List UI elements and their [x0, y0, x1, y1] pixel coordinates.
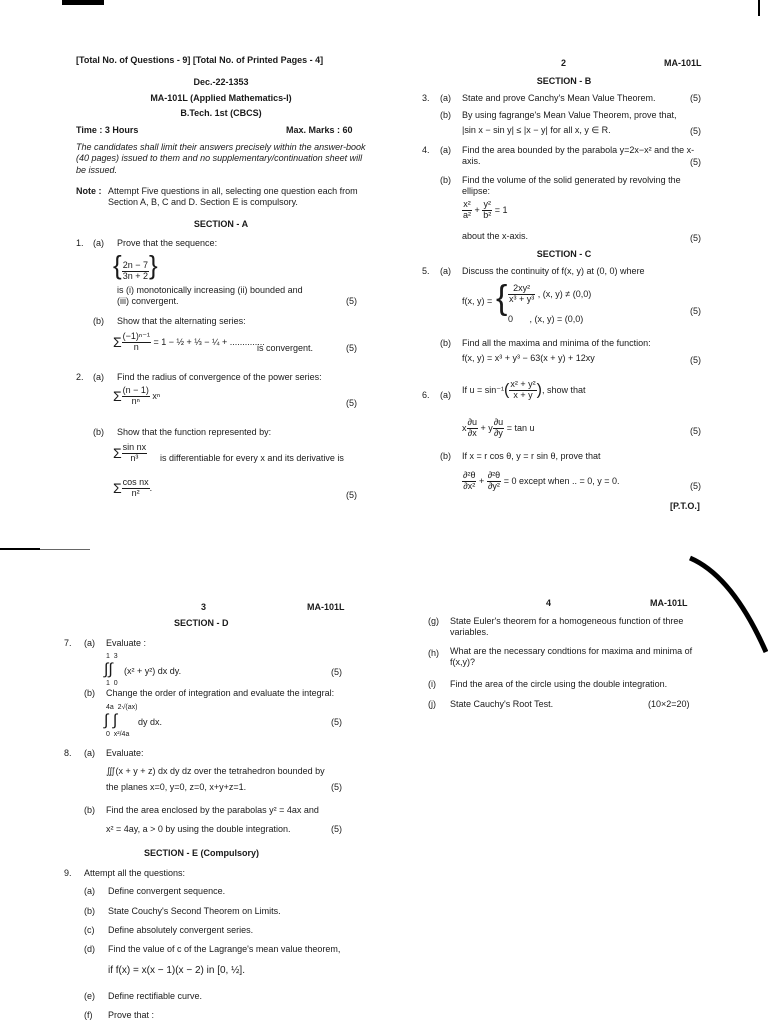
- q9-item-text: State Cauchy's Root Test.: [450, 699, 554, 709]
- q5a-brace: {: [496, 279, 508, 317]
- q9-item-label: (b): [84, 906, 95, 916]
- note-text: Attempt Five questions in all, selecting one question each from Section A, B, C and D. Section E is compulsory.: [108, 186, 358, 208]
- q1b-marks: (5): [346, 343, 357, 353]
- q7a-integrand: (x² + y²) dx dy.: [124, 666, 182, 676]
- q3a-label: (a): [440, 93, 451, 103]
- q3b-formula: |sin x − sin y| ≤ |x − y| for all x, y ∈ R.: [462, 125, 611, 135]
- q7a-limits-lower: 1 0: [106, 680, 118, 687]
- q5a-case2: [508, 314, 583, 325]
- q9-item-text: What are the necessary condtions for maxima and minima of f(x,y)?: [450, 646, 693, 668]
- q4a-marks: (5): [690, 157, 701, 167]
- q9-item-text: Define absolutely convergent series.: [108, 925, 254, 935]
- q2b-derivative: Σ $\frac{\text{cos nx}}{\text{n²}}$ .: [113, 477, 153, 498]
- q1a-marks: (5): [346, 296, 357, 306]
- q6a-suffix: , show that: [541, 384, 586, 395]
- page-4: [384, 540, 768, 1024]
- q1a-text: Prove that the sequence:: [117, 238, 218, 248]
- page-curl-edge: [688, 540, 768, 660]
- q2a-marks: (5): [346, 398, 357, 408]
- q7a-text: Evaluate :: [106, 638, 147, 648]
- paper-code: MA-101L: [664, 58, 702, 68]
- q2b-text: Show that the function represented by:: [117, 427, 272, 437]
- q4-number: 4.: [422, 145, 430, 155]
- q5b-text: Find all the maxima and minima of the function:: [462, 338, 651, 348]
- section-e-total: (10×2=20): [648, 699, 690, 709]
- q3b-label: (b): [440, 110, 451, 120]
- q7a-marks: (5): [331, 667, 342, 677]
- page-1: [0, 0, 384, 540]
- q8a-marks: (5): [331, 782, 342, 792]
- q6b-text: If x = r cos θ, y = r sin θ, prove that: [462, 451, 601, 461]
- q1-number: 1.: [76, 238, 84, 248]
- q3-number: 3.: [422, 93, 430, 103]
- exam-code: Dec.-22-1353: [193, 77, 249, 87]
- q6a-statement: If u = sin⁻¹( $\frac{\text{x² + y²}}{x + y}$ ), show that: [462, 379, 586, 400]
- paper-header: [Total No. of Questions - 9] [Total No. of Printed Pages - 4]: [76, 55, 324, 65]
- course-title: MA-101L (Applied Mathematics-I): [150, 93, 292, 103]
- q9-text: Attempt all the questions:: [84, 868, 186, 878]
- q4a-text: Find the area bounded by the parabola y=2x−x² and the x-axis.: [462, 145, 695, 167]
- section-a-heading: SECTION - A: [193, 219, 249, 229]
- q5a-case2-cond: , (x, y) = (0,0): [529, 314, 584, 324]
- q8b-line2: x² = 4ay, a > 0 by using the double integration.: [106, 824, 291, 834]
- paper-code: MA-101L: [650, 598, 688, 608]
- q1a-denominator: 3n + 2: [122, 271, 148, 282]
- q8b-line1: Find the area enclosed by the parabolas y² = 4ax and: [106, 805, 319, 815]
- q7a-integral: ∫∫: [104, 661, 113, 678]
- program-name: B.Tech. 1st (CBCS): [180, 108, 262, 118]
- q9-item-text: Find the area of the circle using the double integration.: [450, 679, 668, 689]
- q1a-label: (a): [93, 238, 104, 248]
- q5a-fxy: f(x, y) =: [462, 296, 493, 306]
- q9-item-text: Define convergent sequence.: [108, 886, 226, 896]
- q2a-label: (a): [93, 372, 104, 382]
- note-label: Note :: [76, 186, 102, 196]
- q2a-series: Σ $\frac{(n - 1)}{\text{nⁿ}}$ xⁿ: [113, 385, 161, 406]
- q6b-label: (b): [440, 451, 451, 461]
- q8-number: 8.: [64, 748, 72, 758]
- q6a-equation: x $\frac{\partial u}{\partial x}$ + y $\frac{\partial u}{\partial y}$ = tan u: [462, 417, 535, 438]
- q2a-text: Find the radius of convergence of the power series:: [117, 372, 322, 382]
- q9-item-label: (c): [84, 925, 95, 935]
- q7a-label: (a): [84, 638, 95, 648]
- q8a-label: (a): [84, 748, 95, 758]
- section-c-heading: SECTION - C: [536, 249, 592, 259]
- q1a-cont2: (iii) convergent.: [117, 296, 179, 306]
- q3a-text: State and prove Canchy's Mean Value Theorem.: [462, 93, 656, 103]
- q9-item-text: Define rectifiable curve.: [108, 991, 203, 1001]
- q9-item-label: (h): [428, 648, 439, 658]
- q5a-text: Discuss the continuity of f(x, y) at (0, 0) where: [462, 266, 645, 276]
- section-d-heading: SECTION - D: [174, 618, 229, 628]
- q5-number: 5.: [422, 266, 430, 276]
- q4b-label: (b): [440, 175, 451, 185]
- q9-item-text: Find the value of c of the Lagrange's mean value theorem,: [108, 944, 341, 954]
- q1b-series: Σ $\frac{\text{(−1)ⁿ⁻¹}}{n}$ = 1 − ½ + ⅓ − ¼ + ..............: [113, 331, 265, 352]
- q9-item-text: State Couchy's Second Theorem on Limits.: [108, 906, 281, 916]
- q9-item-text: Prove that :: [108, 1010, 155, 1020]
- q4b-text: Find the volume of the solid generated by revolving the ellipse:: [462, 175, 681, 197]
- q8a-line1: ∭(x + y + z) dx dy dz over the tetrahedron bounded by: [106, 766, 325, 776]
- q7a-limits-upper: 1 3: [106, 653, 118, 660]
- q8b-marks: (5): [331, 824, 342, 834]
- scan-mark: [758, 0, 760, 16]
- q9-item-label: (f): [84, 1010, 93, 1020]
- q1a-numerator: 2n − 7: [122, 260, 148, 271]
- q1a-cont1: is (i) monotonically increasing (ii) bounded and: [117, 285, 303, 295]
- q1a-sequence: { $\frac{2n - 7}{3n + 2}$ }: [113, 250, 158, 282]
- pto: [P.T.O.]: [670, 501, 700, 511]
- q6b-equation-rhs: = 0 except when .. = 0, y = 0.: [503, 475, 620, 486]
- paper-code: MA-101L: [307, 602, 345, 612]
- q8b-label: (b): [84, 805, 95, 815]
- q6a-prefix: If u = sin⁻¹: [462, 384, 505, 395]
- q5b-marks: (5): [690, 355, 701, 365]
- q9-item-label: (j): [428, 699, 436, 709]
- q9-item-label: (e): [84, 991, 95, 1001]
- page-number: 2: [561, 58, 567, 68]
- q7b-text: Change the order of integration and evaluate the integral:: [106, 688, 335, 698]
- q9-item-text: State Euler's theorem for a homogeneous function of three variables.: [450, 616, 684, 638]
- q9-item-label: (i): [428, 679, 436, 689]
- q1b-series-expansion: = 1 − ½ + ⅓ − ¼ + ..............: [153, 336, 265, 347]
- q6a-label: (a): [440, 390, 451, 400]
- q3b-text: By using fagrange's Mean Value Theorem, prove that,: [462, 110, 677, 120]
- q6b-equation: $\frac{\text{∂²θ}}{\text{∂x²}}$ + $\frac{\text{∂²θ}}{\text{∂y²}}$ = 0 except when .. = 0, y = 0.: [463, 470, 620, 491]
- q1b-conclusion: is convergent.: [257, 343, 314, 353]
- q7b-limits-lower: 0 x²/4a: [106, 731, 130, 738]
- q4a-label: (a): [440, 145, 451, 155]
- q3a-marks: (5): [690, 93, 701, 103]
- q5b-formula: f(x, y) = x³ + y³ − 63(x + y) + 12xy: [462, 353, 595, 363]
- q2b-series: Σ $\frac{\text{sin nx}}{\text{n³}}$: [113, 442, 147, 463]
- q5a-label: (a): [440, 266, 451, 276]
- q8a-line2: the planes x=0, y=0, z=0, x+y+z=1.: [106, 782, 247, 792]
- section-e-heading: SECTION - E (Compulsory): [144, 848, 260, 858]
- q2b-marks: (5): [346, 490, 357, 500]
- q2-number: 2.: [76, 372, 84, 382]
- q5a-case1: $\frac{\text{2xy²}}{\text{x³ + y³}}$ , (x, y) ≠ (0,0): [509, 283, 592, 304]
- q6-number: 6.: [422, 390, 430, 400]
- q9d-formula: if f(x) = x(x − 1)(x − 2) in [0, ½].: [108, 965, 245, 976]
- q1b-text: Show that the alternating series:: [117, 316, 246, 326]
- q7-number: 7.: [64, 638, 72, 648]
- q6a-equation-rhs: = tan u: [506, 422, 535, 433]
- q9-item-label: (a): [84, 886, 95, 896]
- q7b-label: (b): [84, 688, 95, 698]
- instructions: The candidates shall limit their answers precisely within the answer-book (40 pages) issued to them and no supplementary/continuation sheet will be issued.: [76, 142, 366, 175]
- q9-number: 9.: [64, 868, 72, 878]
- q4b-ellipse: $\frac{\text{x²}}{\text{a²}}$ + $\frac{\text{y²}}{\text{b²}}$ = 1: [463, 199, 508, 220]
- q2b-continuation: is differentiable for every x and its derivative is: [160, 453, 344, 463]
- page-2: [384, 0, 768, 540]
- q7b-integrand: dy dx.: [138, 717, 163, 727]
- q3b-marks: (5): [690, 126, 701, 136]
- time-allowed: Time : 3 Hours: [76, 125, 139, 135]
- section-b-heading: SECTION - B: [536, 76, 592, 86]
- max-marks: Max. Marks : 60: [286, 125, 353, 135]
- q4b-marks: (5): [690, 233, 701, 243]
- q9-item-label: (g): [428, 616, 439, 626]
- q1b-label: (b): [93, 316, 104, 326]
- q9-item-label: (d): [84, 944, 95, 954]
- q7b-marks: (5): [331, 717, 342, 727]
- q8a-text: Evaluate:: [106, 748, 144, 758]
- q5a-case1-cond: , (x, y) ≠ (0,0): [537, 288, 592, 299]
- q4b-after: about the x-axis.: [462, 231, 529, 241]
- q2b-label: (b): [93, 427, 104, 437]
- q5b-label: (b): [440, 338, 451, 348]
- q6b-marks: (5): [690, 481, 701, 491]
- q5a-case2-value: 0: [508, 314, 514, 324]
- q7b-limits-upper: 4a 2√(ax): [106, 704, 138, 711]
- page-number: 3: [201, 602, 207, 612]
- page-number: 4: [546, 598, 552, 608]
- q7b-integral: ∫ ∫: [104, 712, 118, 729]
- scan-mark: [62, 0, 104, 5]
- q6a-marks: (5): [690, 426, 701, 436]
- page-3: [0, 540, 384, 1024]
- q5a-marks: (5): [690, 306, 701, 316]
